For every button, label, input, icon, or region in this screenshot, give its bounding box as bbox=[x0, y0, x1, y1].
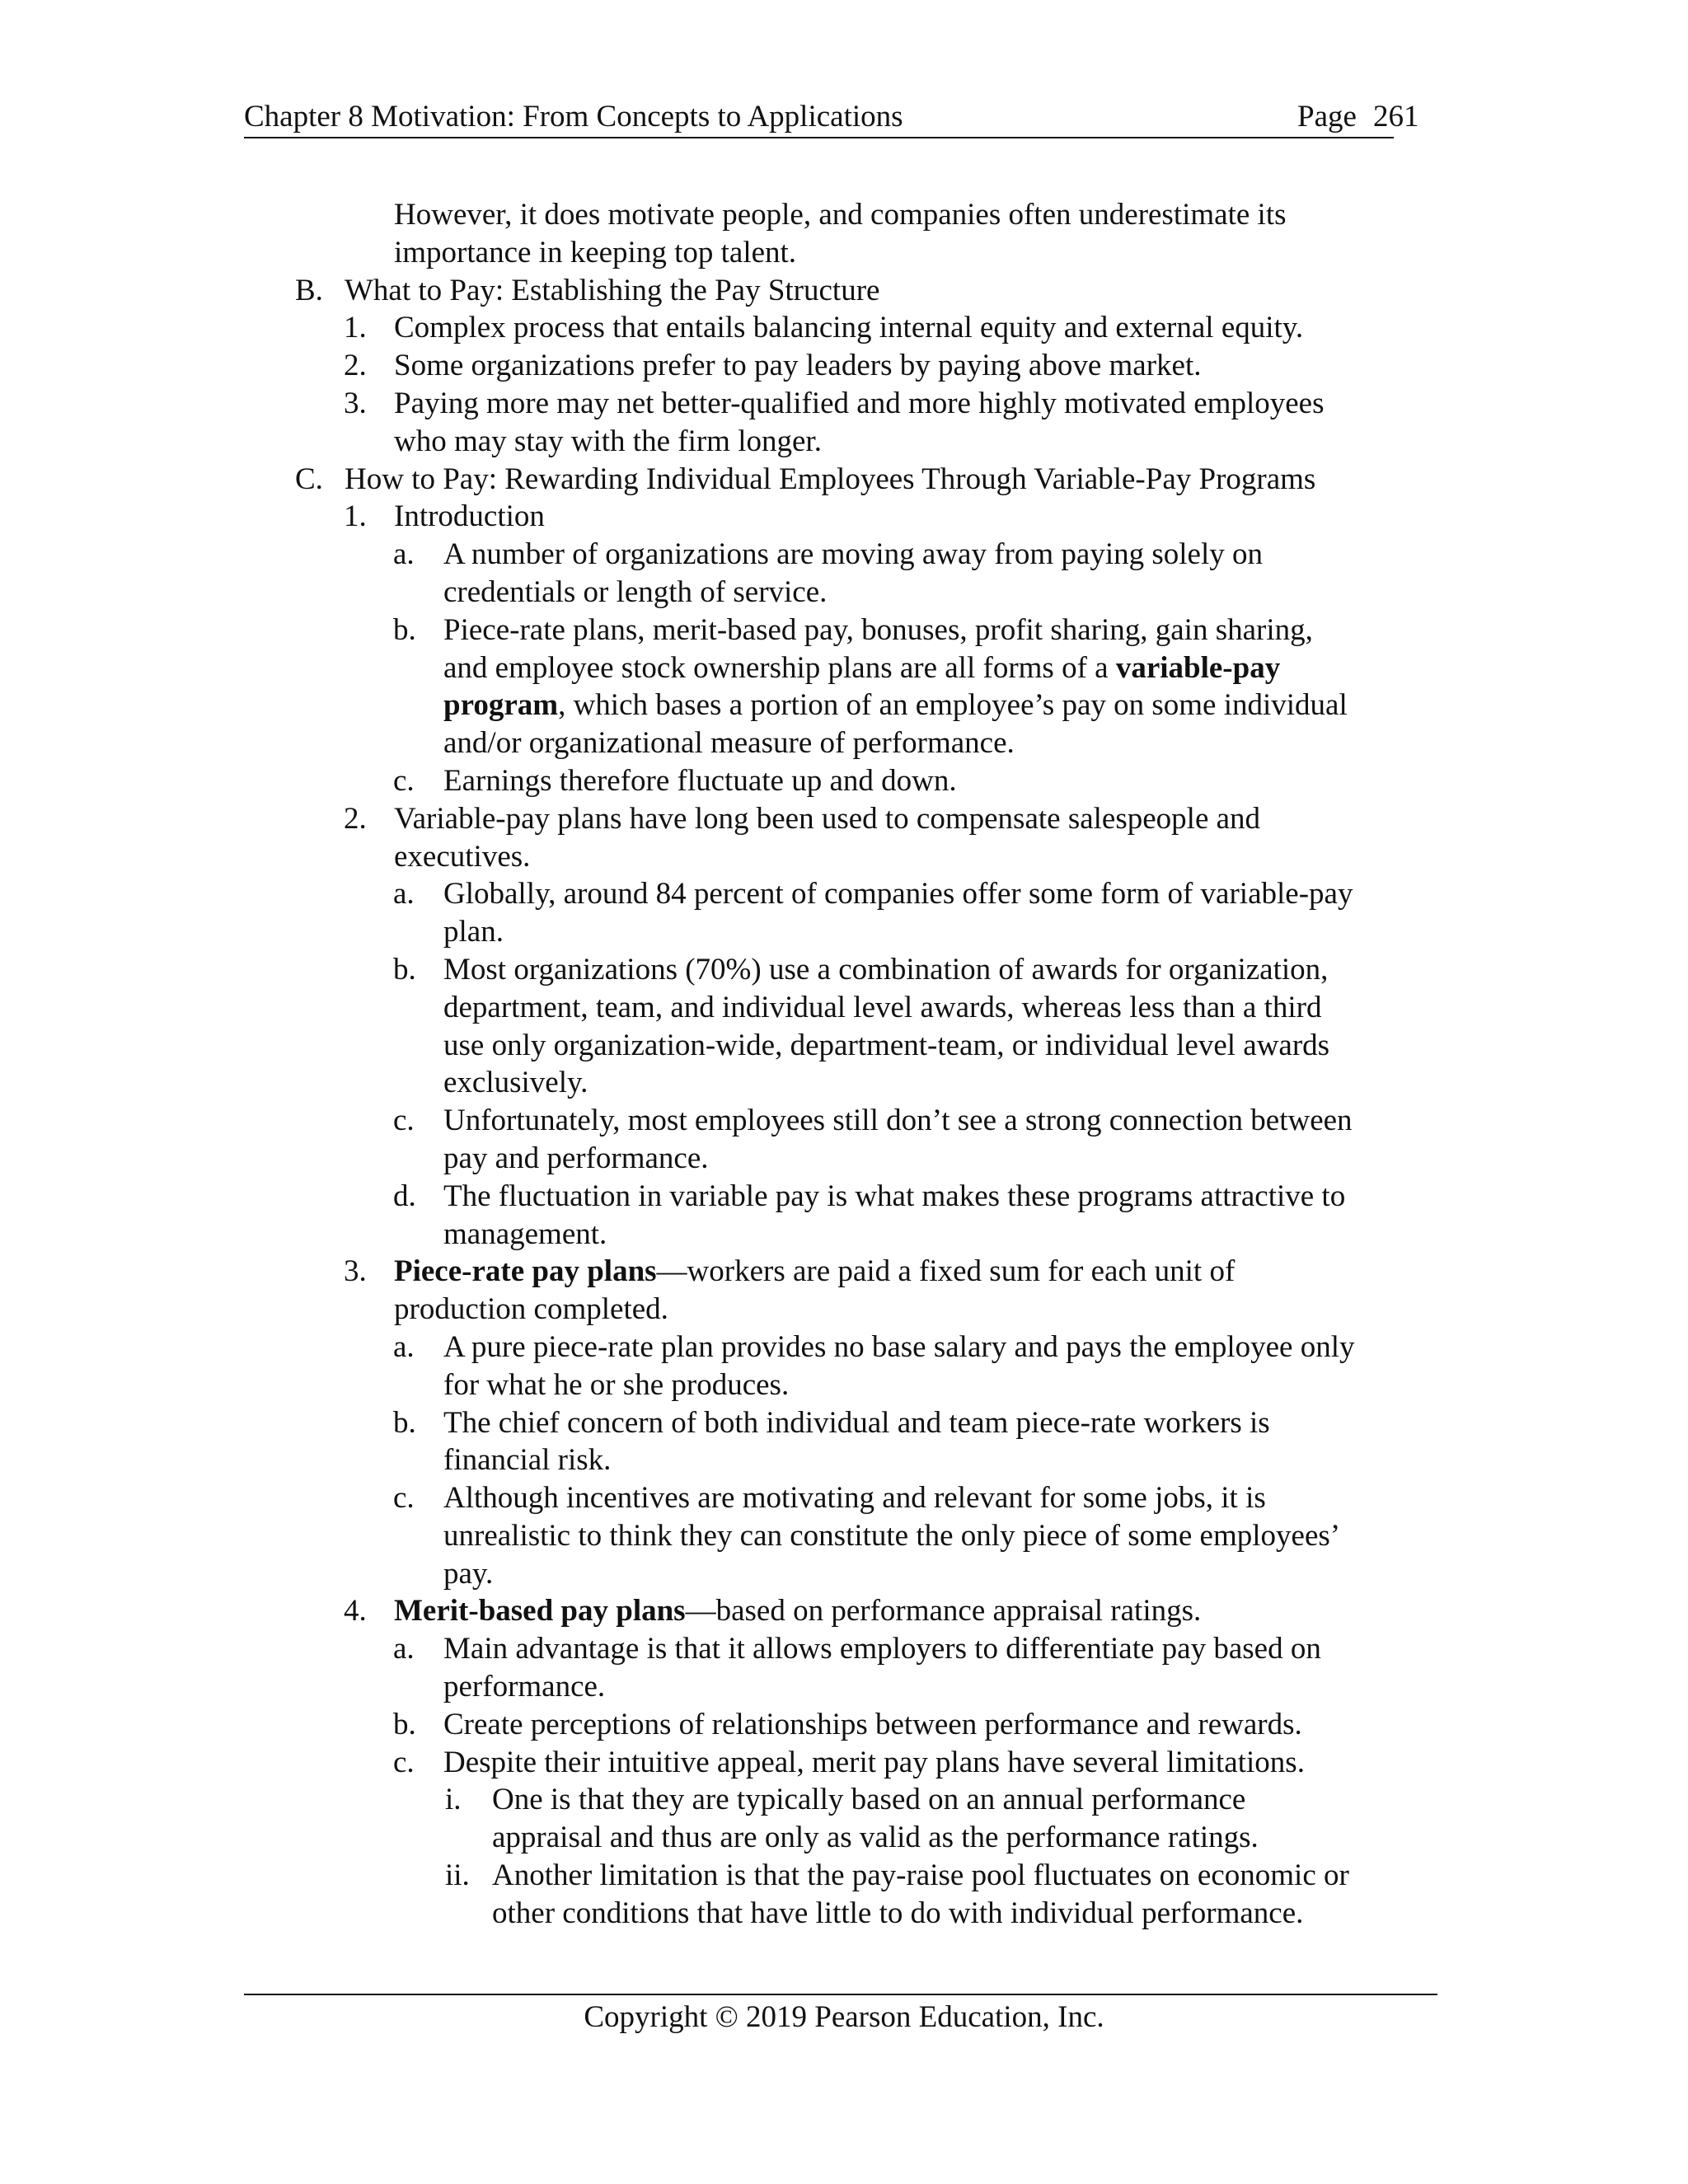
outline-line: 3. Piece-rate pay plans—workers are paid a fixed sum for each unit of bbox=[344, 1254, 1236, 1289]
outline-line: who may stay with the firm longer. bbox=[394, 424, 822, 458]
key-term: variable-pay bbox=[1115, 650, 1281, 685]
outline-line: department, team, and individual level awards, whereas less than a third bbox=[443, 990, 1322, 1024]
page-indicator bbox=[1297, 97, 1418, 137]
outline-line: program, which bases a portion of an employee’s pay on some individual bbox=[443, 688, 1348, 723]
outline-line: a. A number of organizations are moving away from paying solely on bbox=[393, 537, 1263, 572]
outline-line: d. The fluctuation in variable pay is what makes these programs attractive to bbox=[393, 1179, 1346, 1213]
outline-line: for what he or she produces. bbox=[443, 1367, 790, 1402]
footer-rule bbox=[244, 1994, 1437, 1995]
page-label: Page bbox=[1297, 100, 1357, 134]
key-term: program bbox=[443, 688, 559, 723]
outline-line: and employee stock ownership plans are all forms of a variable-pay bbox=[443, 650, 1281, 685]
outline-line: C. How to Pay: Rewarding Individual Employees Through Variable-Pay Programs bbox=[295, 462, 1316, 496]
key-term: Merit-based pay plans bbox=[394, 1594, 686, 1629]
page-number: 261 bbox=[1372, 100, 1419, 134]
outline-line: pay. bbox=[443, 1556, 494, 1591]
outline-line: b. Most organizations (70%) use a combination of awards for organization, bbox=[393, 952, 1329, 987]
outline-line: B. What to Pay: Establishing the Pay Structure bbox=[295, 273, 880, 307]
chapter-title: Chapter 8 Motivation: From Concepts to Applications bbox=[244, 100, 903, 134]
outline-line: management. bbox=[443, 1216, 607, 1251]
outline-line: c. Although incentives are motivating and relevant for some jobs, it is bbox=[393, 1481, 1266, 1516]
outline-line: a. A pure piece-rate plan provides no base salary and pays the employee only bbox=[393, 1329, 1355, 1364]
key-term: Piece-rate pay plans bbox=[394, 1254, 657, 1289]
outline-line: 1. Introduction bbox=[344, 499, 545, 534]
outline-line: 2. Variable-pay plans have long been used to compensate salespeople and bbox=[344, 801, 1261, 836]
outline-line: and/or organizational measure of performance. bbox=[443, 726, 1015, 761]
outline-line: c. Earnings therefore fluctuate up and down. bbox=[393, 763, 957, 798]
outline-line: i. One is that they are typically based on an annual performance bbox=[445, 1783, 1246, 1817]
outline-line: exclusively. bbox=[443, 1066, 588, 1100]
outline-line: a. Main advantage is that it allows employers to differentiate pay based on bbox=[393, 1632, 1321, 1666]
outline-line: other conditions that have little to do with individual performance. bbox=[492, 1896, 1304, 1930]
outline-line: 1. Complex process that entails balancing internal equity and external equity. bbox=[344, 311, 1304, 345]
outline-line: plan. bbox=[443, 915, 504, 949]
outline-line: appraisal and thus are only as valid as the performance ratings. bbox=[492, 1821, 1259, 1855]
outline-line: 4. Merit-based pay plans—based on performance appraisal ratings. bbox=[344, 1594, 1202, 1629]
outline-line: credentials or length of service. bbox=[443, 574, 828, 609]
outline-line: c. Unfortunately, most employees still don’t see a strong connection between bbox=[393, 1104, 1353, 1138]
outline-line: b. The chief concern of both individual and team piece-rate workers is bbox=[393, 1405, 1270, 1440]
outline-line: ii. Another limitation is that the pay-raise pool fluctuates on economic or bbox=[445, 1858, 1349, 1893]
outline-line: production completed. bbox=[394, 1292, 668, 1327]
outline-line: performance. bbox=[443, 1670, 606, 1704]
outline-line: importance in keeping top talent. bbox=[394, 235, 797, 269]
header-rule bbox=[244, 137, 1394, 138]
outline-line: pay and performance. bbox=[443, 1141, 709, 1175]
outline-line: a. Globally, around 84 percent of companies offer some form of variable-pay bbox=[393, 877, 1353, 912]
outline-line: executives. bbox=[394, 839, 531, 874]
outline-line: 3. Paying more may net better-qualified and more highly motivated employees bbox=[344, 386, 1325, 420]
copyright-footer: Copyright © 2019 Pearson Education, Inc. bbox=[584, 2000, 1104, 2034]
outline-line: b. Piece-rate plans, merit-based pay, bonuses, profit sharing, gain sharing, bbox=[393, 612, 1313, 647]
outline-line: financial risk. bbox=[443, 1443, 612, 1478]
page-header bbox=[244, 97, 1443, 142]
outline-line: b. Create perceptions of relationships between performance and rewards. bbox=[393, 1707, 1302, 1741]
outline-line: unrealistic to think they can constitute the only piece of some employees’ bbox=[443, 1518, 1341, 1553]
outline-line: 2. Some organizations prefer to pay leaders by paying above market. bbox=[344, 349, 1202, 383]
outline-line: c. Despite their intuitive appeal, merit pay plans have several limitations. bbox=[393, 1745, 1305, 1779]
outline-content bbox=[0, 196, 1688, 1933]
outline-line: However, it does motivate people, and companies often underestimate its bbox=[394, 198, 1287, 232]
outline-line: use only organization-wide, department-team, or individual level awards bbox=[443, 1028, 1330, 1062]
